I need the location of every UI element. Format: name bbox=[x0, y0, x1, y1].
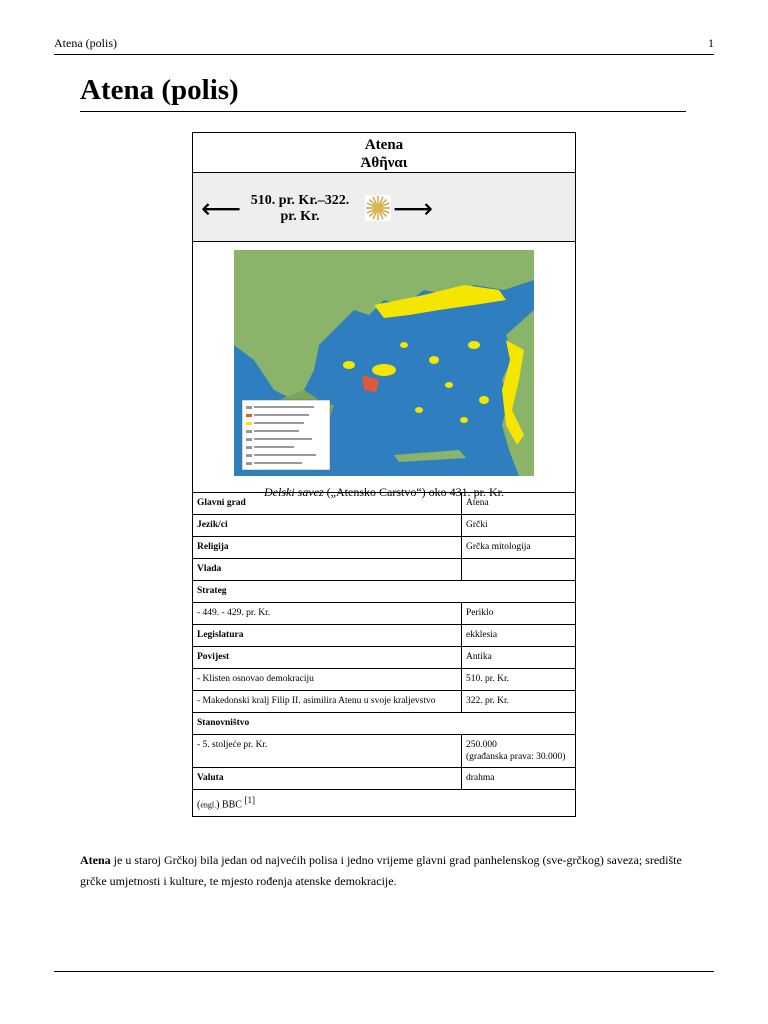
infobox-row-label: Povijest bbox=[193, 647, 462, 669]
infobox-footnote-row bbox=[193, 790, 575, 817]
infobox-row-value bbox=[462, 669, 576, 691]
infobox-row bbox=[193, 581, 575, 603]
intro-bold: Atena bbox=[80, 853, 111, 867]
infobox-row-label: Stanovništvo bbox=[193, 713, 575, 735]
infobox-row bbox=[193, 647, 575, 669]
infobox-row-value-text: 250.000 bbox=[466, 740, 497, 750]
infobox-row-value-text: Atena bbox=[466, 498, 489, 508]
page-number: 1 bbox=[708, 36, 714, 50]
page-title: Atena (polis) bbox=[80, 74, 239, 106]
infobox-row-value-text: 510. pr. Kr. bbox=[466, 674, 510, 684]
infobox bbox=[192, 132, 576, 817]
map-legend bbox=[242, 400, 330, 470]
infobox-row bbox=[193, 691, 575, 713]
infobox-name: Atena bbox=[364, 137, 404, 153]
infobox-period bbox=[193, 173, 575, 242]
infobox-row-label: Vlada bbox=[193, 559, 462, 581]
infobox-row bbox=[193, 735, 575, 768]
footnote-close: ) bbox=[216, 799, 220, 811]
infobox-row-label: Legislatura bbox=[193, 625, 462, 647]
map-caption-text: („Atensko Carstvo“) oko 431. pr. Kr. bbox=[323, 485, 504, 499]
infobox-table bbox=[193, 492, 575, 816]
period-line-2: pr. Kr. bbox=[280, 209, 320, 224]
infobox-row-label: Glavni grad bbox=[193, 493, 462, 515]
intro-paragraph bbox=[80, 850, 690, 892]
infobox-name-greek: Ἀθῆναι bbox=[360, 155, 408, 171]
intro-text: je u staroj Grčkoj bila jedan od najvećih polisa i jedno vrijeme glavni grad panhelenskog (sve-grčkog) saveza; središte grčke umjetnosti i kulture, te mjesto rođenja atenske demokracije. bbox=[80, 853, 682, 888]
infobox-row bbox=[193, 768, 575, 790]
infobox-row-value-text: 322. pr. Kr. bbox=[466, 696, 510, 706]
infobox-row-value-text: Grčki bbox=[466, 520, 488, 530]
infobox-row-value bbox=[462, 691, 576, 713]
footnote-open: ( bbox=[197, 799, 201, 811]
infobox-row-value bbox=[462, 515, 576, 537]
infobox-footnote bbox=[193, 790, 575, 817]
next-state-arrow-icon[interactable]: ⟶ bbox=[393, 192, 434, 225]
infobox-row-value bbox=[462, 559, 576, 581]
infobox-row-value bbox=[462, 537, 576, 559]
infobox-row-value-text: ekklesia bbox=[466, 630, 498, 640]
infobox-row bbox=[193, 537, 575, 559]
running-header bbox=[54, 36, 714, 55]
infobox-row-label: - 449. - 429. pr. Kr. bbox=[193, 603, 462, 625]
infobox-row-label: Strateg bbox=[193, 581, 575, 603]
title-divider bbox=[80, 111, 686, 112]
infobox-row-label: - Makedonski kralj Filip II. asimilira Atenu u svoje kraljevstvo bbox=[193, 691, 462, 713]
infobox-row-label: Jezik/ci bbox=[193, 515, 462, 537]
infobox-row-value bbox=[462, 603, 576, 625]
infobox-row bbox=[193, 625, 575, 647]
infobox-row-value-text: Antika bbox=[466, 652, 492, 662]
infobox-row-value-text: Grčka mitologija bbox=[466, 542, 531, 552]
footnote-source[interactable]: BBC bbox=[219, 799, 245, 811]
infobox-row-label: Valuta bbox=[193, 768, 462, 790]
infobox-row-value bbox=[462, 735, 576, 768]
period-text bbox=[245, 193, 355, 225]
period-line-1: 510. pr. Kr.–322. bbox=[250, 193, 350, 208]
infobox-row bbox=[193, 713, 575, 735]
map-caption-italic[interactable]: Delski savez bbox=[264, 485, 324, 499]
infobox-row-value bbox=[462, 647, 576, 669]
infobox-row-value-text: drahma bbox=[466, 773, 495, 783]
footer-divider bbox=[54, 971, 714, 972]
infobox-row bbox=[193, 603, 575, 625]
vergina-sun-icon[interactable] bbox=[365, 195, 391, 221]
infobox-rows bbox=[193, 493, 575, 790]
infobox-header bbox=[193, 133, 575, 173]
footnote-ref[interactable]: [1] bbox=[244, 795, 255, 805]
infobox-row bbox=[193, 559, 575, 581]
running-header-title: Atena (polis) bbox=[54, 36, 117, 50]
previous-state-arrow-icon[interactable]: ⟵ bbox=[201, 192, 242, 225]
infobox-row bbox=[193, 515, 575, 537]
infobox-row-value-note: (građanska prava: 30.000) bbox=[466, 752, 566, 762]
delian-league-map bbox=[234, 250, 534, 476]
infobox-row-label: - 5. stoljeće pr. Kr. bbox=[193, 735, 462, 768]
infobox-row-value-text: Periklo bbox=[466, 608, 494, 618]
infobox-row-value bbox=[462, 625, 576, 647]
infobox-row-label: - Klisten osnovao demokraciju bbox=[193, 669, 462, 691]
infobox-row-label: Religija bbox=[193, 537, 462, 559]
infobox-row bbox=[193, 669, 575, 691]
map-caption bbox=[193, 485, 575, 499]
infobox-row-value bbox=[462, 768, 576, 790]
map-area bbox=[193, 242, 575, 499]
footnote-lang: engl. bbox=[200, 800, 217, 810]
